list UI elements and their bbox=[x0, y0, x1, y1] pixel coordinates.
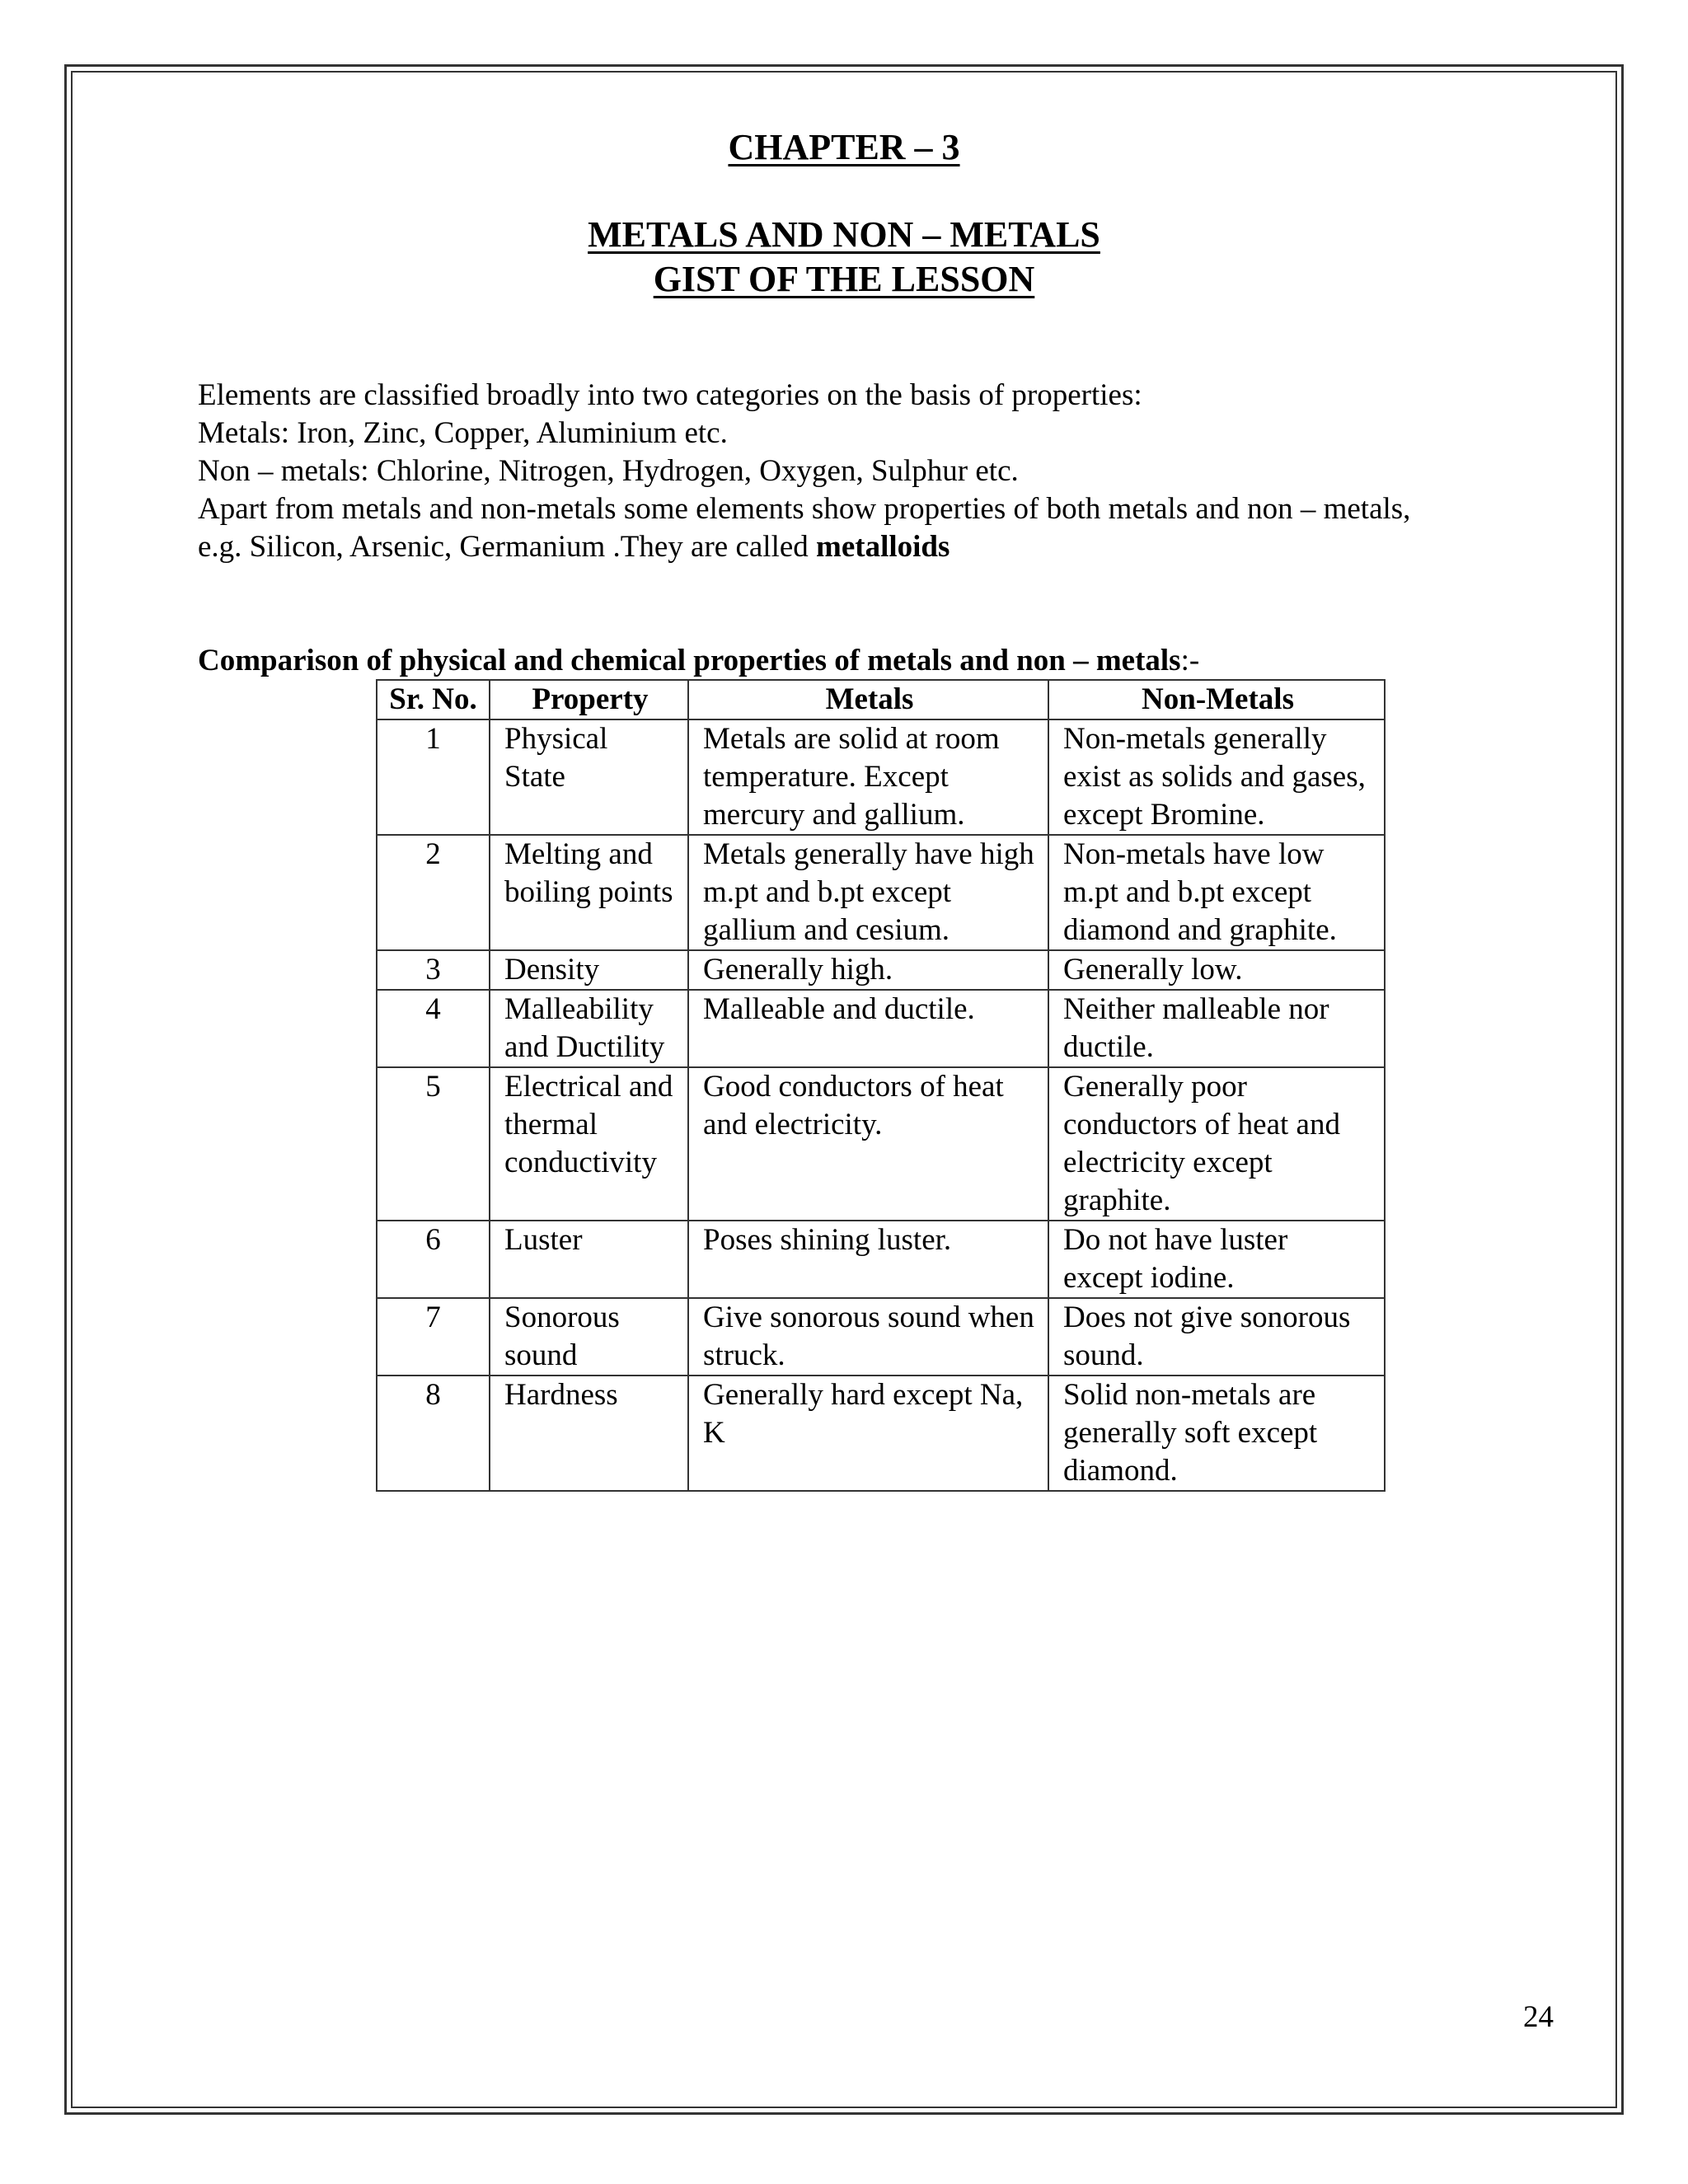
table-row bbox=[377, 835, 1385, 950]
cell-property: Malleability and Ductility bbox=[490, 990, 688, 1067]
cell-metals: Generally hard except Na, K bbox=[688, 1376, 1048, 1491]
cell-nonmetals: Non-metals generally exist as solids and gases, except Bromine. bbox=[1048, 719, 1385, 835]
table-row bbox=[377, 1376, 1385, 1491]
table-row bbox=[377, 1298, 1385, 1376]
intro-line: Elements are classified broadly into two categories on the basis of properties: bbox=[198, 378, 1142, 412]
cell-sr-no: 6 bbox=[377, 1221, 490, 1298]
table-row bbox=[377, 719, 1385, 835]
cell-property: Melting and boiling points bbox=[490, 835, 688, 950]
cell-property: Electrical and thermal conductivity bbox=[490, 1067, 688, 1221]
cell-sr-no: 3 bbox=[377, 950, 490, 990]
cell-metals: Metals generally have high m.pt and b.pt except gallium and cesium. bbox=[688, 835, 1048, 950]
cell-nonmetals: Do not have luster except iodine. bbox=[1048, 1221, 1385, 1298]
cell-property: Physical State bbox=[490, 719, 688, 835]
cell-metals: Malleable and ductile. bbox=[688, 990, 1048, 1067]
header-nonmetals: Non-Metals bbox=[1048, 680, 1385, 719]
cell-nonmetals: Neither malleable nor ductile. bbox=[1048, 990, 1385, 1067]
cell-metals: Good conductors of heat and electricity. bbox=[688, 1067, 1048, 1221]
caption-text: Comparison of physical and chemical properties of metals and non – metals bbox=[198, 644, 1181, 677]
table-header-row bbox=[377, 680, 1385, 719]
intro-line: Metals: Iron, Zinc, Copper, Aluminium etc. bbox=[198, 416, 728, 450]
cell-sr-no: 4 bbox=[377, 990, 490, 1067]
table-body bbox=[377, 719, 1385, 1491]
cell-sr-no: 1 bbox=[377, 719, 490, 835]
table-caption bbox=[198, 642, 1199, 680]
cell-nonmetals: Non-metals have low m.pt and b.pt except diamond and graphite. bbox=[1048, 835, 1385, 950]
intro-line: Apart from metals and non-metals some elements show properties of both metals and non – metals, bbox=[198, 492, 1411, 526]
lesson-subtitle: GIST OF THE LESSON bbox=[653, 259, 1035, 299]
properties-table bbox=[376, 679, 1386, 1492]
cell-property: Luster bbox=[490, 1221, 688, 1298]
cell-nonmetals: Does not give sonorous sound. bbox=[1048, 1298, 1385, 1376]
metalloids-term: metalloids bbox=[816, 530, 950, 564]
caption-suffix: :- bbox=[1180, 644, 1200, 677]
cell-metals: Give sonorous sound when struck. bbox=[688, 1298, 1048, 1376]
table-row bbox=[377, 1221, 1385, 1298]
cell-nonmetals: Generally poor conductors of heat and electricity except graphite. bbox=[1048, 1067, 1385, 1221]
cell-property: Hardness bbox=[490, 1376, 688, 1491]
cell-metals: Poses shining luster. bbox=[688, 1221, 1048, 1298]
table-row bbox=[377, 950, 1385, 990]
header-property: Property bbox=[490, 680, 688, 719]
lesson-title: METALS AND NON – METALS bbox=[588, 214, 1100, 255]
cell-sr-no: 5 bbox=[377, 1067, 490, 1221]
cell-nonmetals: Generally low. bbox=[1048, 950, 1385, 990]
table-row bbox=[377, 990, 1385, 1067]
chapter-heading: CHAPTER – 3 bbox=[728, 127, 960, 167]
table-row bbox=[377, 1067, 1385, 1221]
cell-property: Density bbox=[490, 950, 688, 990]
header-metals: Metals bbox=[688, 680, 1048, 719]
intro-line bbox=[198, 528, 1533, 566]
cell-metals: Metals are solid at room temperature. Except mercury and gallium. bbox=[688, 719, 1048, 835]
cell-property: Sonorous sound bbox=[490, 1298, 688, 1376]
page-number: 24 bbox=[1523, 2000, 1554, 2034]
intro-paragraph bbox=[198, 377, 1533, 566]
cell-sr-no: 7 bbox=[377, 1298, 490, 1376]
intro-text: e.g. Silicon, Arsenic, Germanium .They are called bbox=[198, 530, 817, 564]
cell-nonmetals: Solid non-metals are generally soft except diamond. bbox=[1048, 1376, 1385, 1491]
intro-line: Non – metals: Chlorine, Nitrogen, Hydrogen, Oxygen, Sulphur etc. bbox=[198, 454, 1019, 488]
cell-sr-no: 8 bbox=[377, 1376, 490, 1491]
cell-metals: Generally high. bbox=[688, 950, 1048, 990]
cell-sr-no: 2 bbox=[377, 835, 490, 950]
header-sr-no: Sr. No. bbox=[377, 680, 490, 719]
